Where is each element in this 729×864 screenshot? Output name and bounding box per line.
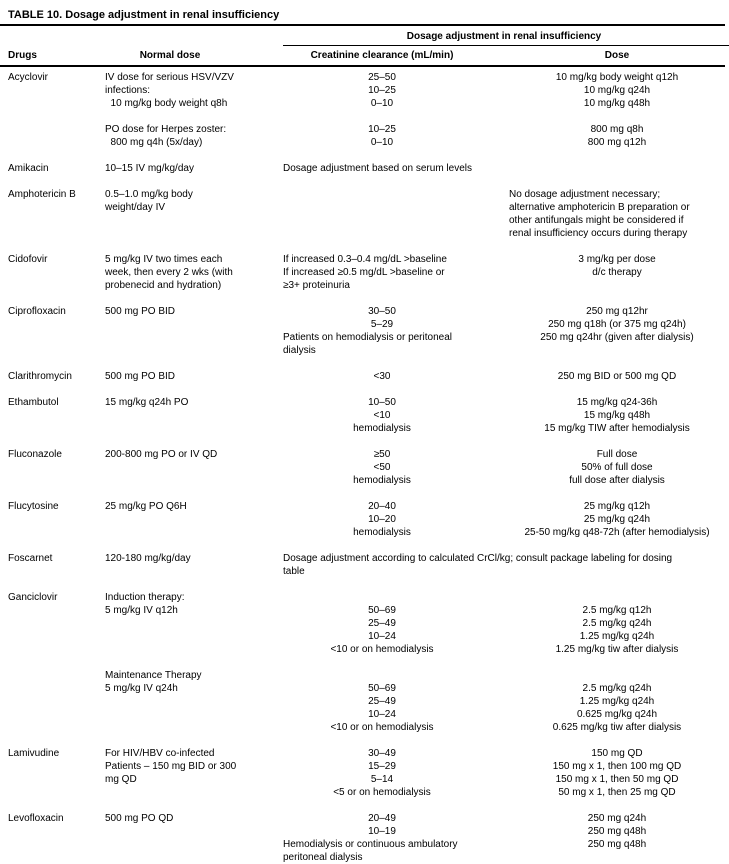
text-line: 500 mg PO BID (105, 371, 176, 382)
text-line: 20–49 (368, 813, 396, 824)
text-line: IV dose for serious HSV/VZV (105, 72, 234, 83)
table-row (0, 448, 729, 487)
table-row (0, 747, 729, 799)
text-line: Maintenance Therapy (105, 670, 202, 681)
text-line: 250 mg q24hr (given after dialysis) (540, 332, 694, 343)
cell-normal-dose (105, 396, 283, 435)
text-line: 15–29 (368, 761, 396, 772)
cell-normal-dose (105, 162, 283, 175)
text-line: 10–15 IV mg/kg/day (105, 163, 194, 174)
text-line: <30 (373, 371, 391, 382)
text-line: For HIV/HBV co-infected (105, 748, 215, 759)
text-line (283, 591, 481, 604)
text-line: mg QD (105, 774, 137, 785)
text-line: 10–24 (368, 631, 396, 642)
text-line: d/c therapy (592, 267, 642, 278)
text-line: weight/day IV (105, 202, 166, 213)
text-line: ≥50 (373, 449, 391, 460)
text-line: 800 mg q8h (590, 124, 644, 135)
drug-name: Clarithromycin (8, 371, 72, 382)
text-line: PO dose for Herpes zoster: (105, 124, 227, 135)
text-line: 15 mg/kg q48h (583, 410, 651, 421)
text-line: Dosage adjustment based on serum levels (283, 163, 472, 174)
text-line: alternative amphotericin B preparation or (509, 202, 690, 213)
text-line: 120-180 mg/kg/day (105, 553, 191, 564)
cell-creatinine-clearance (283, 71, 481, 110)
text-line: 15 mg/kg q24h PO (105, 397, 189, 408)
cell-creatinine-clearance (283, 500, 481, 539)
cell-creatinine-clearance (283, 123, 481, 149)
cell-drug-name (8, 812, 105, 864)
text-line (509, 591, 725, 604)
text-line: <10 (373, 410, 391, 421)
cell-drug-name (8, 188, 105, 240)
text-line: 10–50 (368, 397, 396, 408)
text-line (283, 669, 481, 682)
table-row (0, 812, 729, 864)
text-line: hemodialysis (353, 527, 411, 538)
cell-creatinine-clearance (283, 370, 481, 383)
table-row (0, 162, 729, 175)
text-line: 10–20 (368, 514, 396, 525)
text-line: 800 mg q4h (5x/day) (105, 137, 203, 148)
drug-name: Acyclovir (8, 72, 49, 83)
text-line: 25-50 mg/kg q48-72h (after hemodialysis) (524, 527, 710, 538)
cell-normal-dose (105, 812, 283, 864)
cell-normal-dose (105, 253, 283, 292)
cell-normal-dose (105, 552, 283, 578)
table-row (0, 188, 729, 240)
cell-normal-dose (105, 747, 283, 799)
text-line: 150 mg QD (591, 748, 643, 759)
table-title: TABLE 10. Dosage adjustment in renal insufficiency (8, 9, 280, 21)
text-line: 10–19 (368, 826, 396, 837)
text-line: hemodialysis (353, 475, 411, 486)
text-line: 1.25 mg/kg q24h (579, 696, 655, 707)
text-line: <10 or on hemodialysis (330, 722, 434, 733)
span-header-dosage-adjustment: Dosage adjustment in renal insufficiency (283, 26, 729, 46)
cell-normal-dose (105, 500, 283, 539)
cell-normal-dose (105, 448, 283, 487)
cell-normal-dose (105, 370, 283, 383)
text-line: 5 mg/kg IV q24h (105, 683, 178, 694)
cell-drug-name (8, 123, 105, 149)
drug-name: Lamivudine (8, 748, 60, 759)
text-line: 0.5–1.0 mg/kg body (105, 189, 193, 200)
text-line: <50 (373, 462, 391, 473)
table-body (0, 67, 729, 864)
table-row (0, 500, 729, 539)
text-line: renal insufficiency occurs during therapy (509, 228, 688, 239)
text-line: other antifungals might be considered if (509, 215, 684, 226)
table-row (0, 591, 729, 656)
cell-drug-name (8, 305, 105, 357)
cell-drug-name (8, 396, 105, 435)
text-line: infections: (105, 85, 151, 96)
text-line: 10–24 (368, 709, 396, 720)
drug-name: Amphotericin B (8, 189, 76, 200)
table-row (0, 253, 729, 292)
text-line: 150 mg x 1, then 50 mg QD (555, 774, 679, 785)
drug-name: Flucytosine (8, 501, 59, 512)
column-header-creatinine-clearance: Creatinine clearance (mL/min) (310, 50, 454, 61)
text-line: 25–49 (368, 618, 396, 629)
text-line: 0–10 (370, 98, 394, 109)
cell-dose (481, 123, 729, 149)
cell-crcl-dose-span (283, 552, 729, 578)
table-row (0, 669, 729, 734)
drug-name: Amikacin (8, 163, 49, 174)
text-line: 250 mg q48h (587, 826, 647, 837)
text-line: 2.5 mg/kg q24h (582, 618, 652, 629)
cell-crcl-dose-span (283, 162, 729, 175)
cell-drug-name (8, 552, 105, 578)
cell-drug-name (8, 162, 105, 175)
text-line: 25 mg/kg q12h (583, 501, 651, 512)
text-line (509, 669, 725, 682)
text-line: hemodialysis (353, 423, 411, 434)
table-row (0, 552, 729, 578)
drug-name: Ganciclovir (8, 592, 58, 603)
text-line: Patients on hemodialysis or peritoneal (283, 332, 452, 343)
cell-dose (481, 747, 729, 799)
cell-dose (481, 591, 729, 656)
table-row (0, 123, 729, 149)
text-line: 250 mg q48h (587, 839, 647, 850)
text-line: 5 mg/kg IV q12h (105, 605, 178, 616)
text-line: 0.625 mg/kg tiw after dialysis (552, 722, 682, 733)
text-line: peritoneal dialysis (283, 852, 363, 863)
text-line: 15 mg/kg q24-36h (576, 397, 658, 408)
text-line: 1.25 mg/kg tiw after dialysis (555, 644, 679, 655)
cell-creatinine-clearance (283, 188, 481, 240)
text-line: table (283, 566, 305, 577)
column-header-drugs: Drugs (8, 50, 37, 61)
text-line: ≥3+ proteinuria (283, 280, 350, 291)
cell-normal-dose (105, 669, 283, 734)
table-row (0, 370, 729, 383)
drug-name: Ethambutol (8, 397, 59, 408)
text-line: 50–69 (368, 683, 396, 694)
text-line: 800 mg q12h (587, 137, 647, 148)
text-line: Patients – 150 mg BID or 300 (105, 761, 237, 772)
text-line: 500 mg PO QD (105, 813, 174, 824)
text-line: 500 mg PO BID (105, 306, 176, 317)
column-header-dose: Dose (604, 50, 630, 61)
drug-name: Levofloxacin (8, 813, 64, 824)
cell-creatinine-clearance (283, 305, 481, 357)
text-line: 5–29 (370, 319, 394, 330)
table-column-headers (0, 46, 729, 65)
cell-dose (481, 253, 729, 292)
cell-dose (481, 812, 729, 864)
cell-dose (481, 500, 729, 539)
text-line: 25–50 (368, 72, 396, 83)
text-line: full dose after dialysis (569, 475, 665, 486)
text-line: 0–10 (370, 137, 394, 148)
drug-name: Cidofovir (8, 254, 48, 265)
text-line: 3 mg/kg per dose (578, 254, 656, 265)
cell-drug-name (8, 370, 105, 383)
drug-name: Fluconazole (8, 449, 62, 460)
drug-name: Foscarnet (8, 553, 53, 564)
text-line: 10–25 (368, 124, 396, 135)
cell-drug-name (8, 448, 105, 487)
cell-normal-dose (105, 591, 283, 656)
text-line: 150 mg x 1, then 100 mg QD (552, 761, 682, 772)
cell-creatinine-clearance (283, 396, 481, 435)
text-line: probenecid and hydration) (105, 280, 222, 291)
drug-name: Ciprofloxacin (8, 306, 66, 317)
cell-creatinine-clearance (283, 812, 481, 864)
text-line: 30–50 (368, 306, 396, 317)
text-line: If increased 0.3–0.4 mg/dL >baseline (283, 254, 447, 265)
cell-normal-dose (105, 188, 283, 240)
text-line: Full dose (596, 449, 638, 460)
text-line: Induction therapy: (105, 592, 185, 603)
text-line: 2.5 mg/kg q24h (582, 683, 652, 694)
text-line: 50 mg x 1, then 25 mg QD (558, 787, 676, 798)
cell-dose (481, 305, 729, 357)
text-line: dialysis (283, 345, 316, 356)
text-line: No dosage adjustment necessary; (509, 189, 661, 200)
cell-drug-name (8, 591, 105, 656)
table-row (0, 396, 729, 435)
text-line: 25 mg/kg q24h (583, 514, 651, 525)
text-line: <10 or on hemodialysis (330, 644, 434, 655)
text-line: <5 or on hemodialysis (333, 787, 431, 798)
cell-normal-dose (105, 71, 283, 110)
text-line: 10 mg/kg body weight q12h (555, 72, 679, 83)
text-line: 250 mg q18h (or 375 mg q24h) (548, 319, 686, 330)
cell-creatinine-clearance (283, 448, 481, 487)
cell-dose (481, 448, 729, 487)
cell-creatinine-clearance (283, 747, 481, 799)
cell-creatinine-clearance (283, 669, 481, 734)
text-line: 10–25 (368, 85, 396, 96)
cell-dose (481, 396, 729, 435)
text-line: 1.25 mg/kg q24h (579, 631, 655, 642)
text-line: week, then every 2 wks (with (105, 267, 233, 278)
cell-drug-name (8, 71, 105, 110)
text-line: If increased ≥0.5 mg/dL >baseline or (283, 267, 445, 278)
text-line: 250 mg q12hr (586, 306, 648, 317)
text-line: 0.625 mg/kg q24h (576, 709, 658, 720)
cell-drug-name (8, 500, 105, 539)
text-line: 50–69 (368, 605, 396, 616)
text-line: 25–49 (368, 696, 396, 707)
cell-normal-dose (105, 305, 283, 357)
text-line: 250 mg q24h (587, 813, 647, 824)
text-line: 20–40 (368, 501, 396, 512)
cell-drug-name (8, 253, 105, 292)
text-line: Hemodialysis or continuous ambulatory (283, 839, 458, 850)
text-line: 10 mg/kg q24h (583, 85, 651, 96)
table-row (0, 305, 729, 357)
cell-drug-name (8, 747, 105, 799)
text-line: 10 mg/kg q48h (583, 98, 651, 109)
cell-drug-name (8, 669, 105, 734)
cell-dose (481, 71, 729, 110)
column-header-normal-dose: Normal dose (139, 50, 201, 61)
text-line: 2.5 mg/kg q12h (582, 605, 652, 616)
table-header (0, 26, 729, 46)
text-line: 25 mg/kg PO Q6H (105, 501, 187, 512)
text-line: 10 mg/kg body weight q8h (105, 98, 228, 109)
cell-dose (481, 669, 729, 734)
text-line: Dosage adjustment according to calculated CrCl/kg; consult package labeling for dosing (283, 553, 673, 564)
text-line: 5–14 (370, 774, 394, 785)
cell-creatinine-clearance (283, 253, 481, 292)
text-line: 30–49 (368, 748, 396, 759)
text-line: 5 mg/kg IV two times each (105, 254, 223, 265)
table-row (0, 71, 729, 110)
text-line: 15 mg/kg TIW after hemodialysis (544, 423, 690, 434)
cell-creatinine-clearance (283, 591, 481, 656)
cell-normal-dose (105, 123, 283, 149)
cell-dose (481, 370, 729, 383)
cell-dose (481, 188, 729, 240)
text-line: 250 mg BID or 500 mg QD (557, 371, 677, 382)
text-line: 200-800 mg PO or IV QD (105, 449, 218, 460)
text-line: 50% of full dose (581, 462, 653, 473)
